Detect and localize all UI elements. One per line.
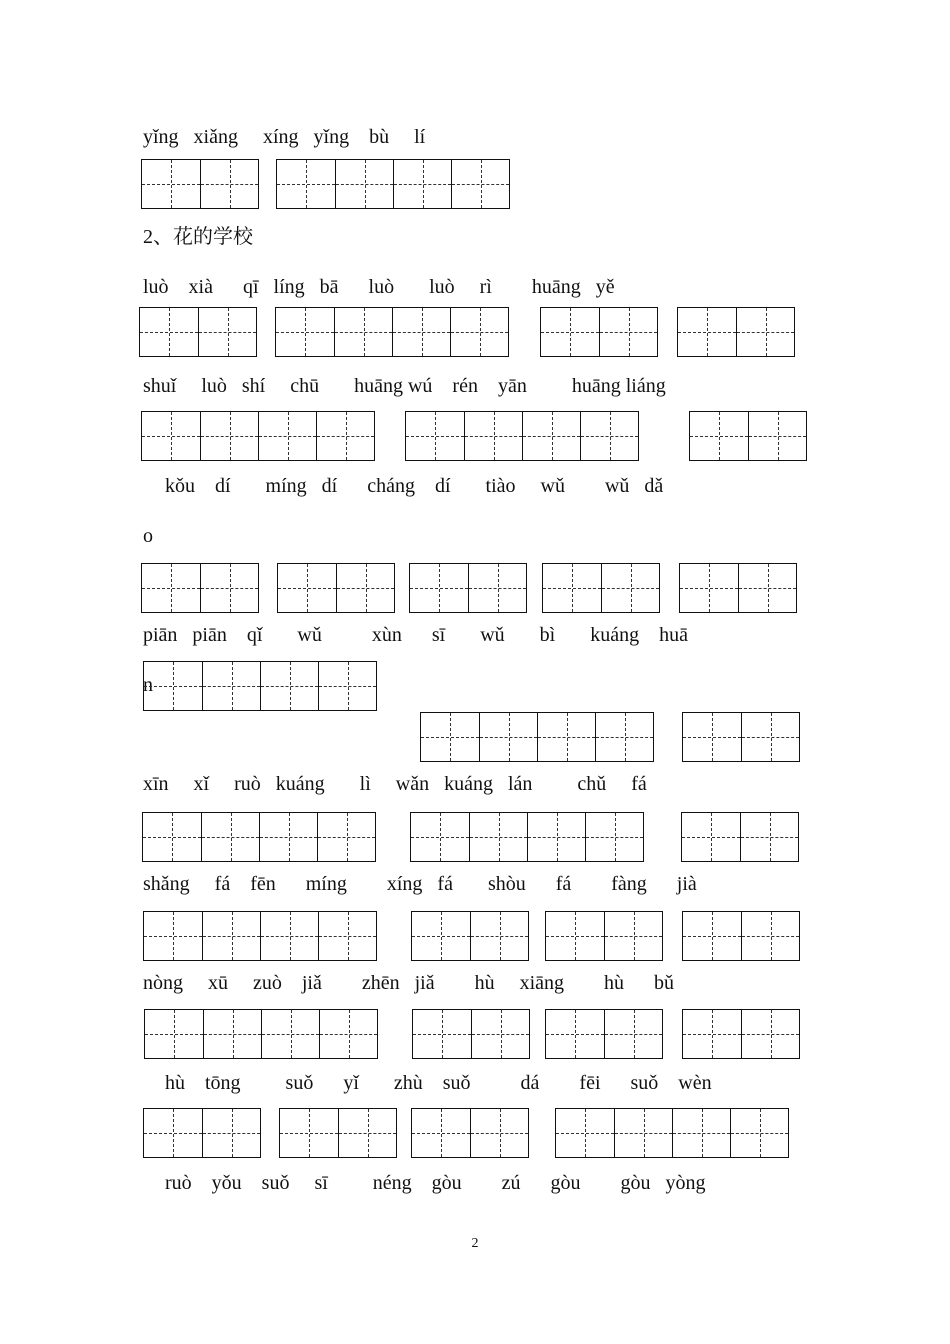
pinyin-line-6: xīn xǐ ruò kuáng lì wǎn kuáng lán chǔ fá <box>143 773 647 795</box>
writing-box-group[interactable] <box>682 1009 800 1059</box>
writing-cell[interactable] <box>546 1010 604 1058</box>
writing-cell[interactable] <box>672 1109 730 1157</box>
writing-cell[interactable] <box>741 912 799 960</box>
writing-cell[interactable] <box>682 813 740 861</box>
writing-cell[interactable] <box>261 1010 319 1058</box>
writing-cell[interactable] <box>145 1010 203 1058</box>
writing-cell[interactable] <box>276 308 334 356</box>
writing-box-group[interactable] <box>411 1108 529 1158</box>
pinyin-line-4-wrap: o <box>143 525 153 547</box>
writing-cell[interactable] <box>537 713 595 761</box>
writing-box-group[interactable] <box>542 563 660 613</box>
writing-box-group[interactable] <box>275 307 509 357</box>
writing-box-group[interactable] <box>682 712 800 762</box>
writing-cell[interactable] <box>741 1010 799 1058</box>
writing-cell[interactable] <box>318 662 376 710</box>
pinyin-line-10: ruò yǒu suǒ sī néng gòu zú gòu gòu yòng <box>165 1172 706 1194</box>
writing-cell[interactable] <box>604 1010 662 1058</box>
writing-cell[interactable] <box>258 412 316 460</box>
writing-box-group[interactable] <box>681 812 799 862</box>
writing-cell[interactable] <box>470 912 528 960</box>
writing-cell[interactable] <box>202 662 260 710</box>
writing-cell[interactable] <box>738 564 796 612</box>
writing-cell[interactable] <box>527 813 585 861</box>
writing-cell[interactable] <box>317 813 375 861</box>
writing-cell[interactable] <box>142 564 200 612</box>
writing-cell[interactable] <box>690 412 748 460</box>
writing-cell[interactable] <box>470 1109 528 1157</box>
writing-cell[interactable] <box>468 564 526 612</box>
writing-cell[interactable] <box>479 713 537 761</box>
writing-box-group[interactable] <box>412 1009 530 1059</box>
writing-cell[interactable] <box>198 308 256 356</box>
writing-cell[interactable] <box>200 564 258 612</box>
writing-box-group[interactable] <box>679 563 797 613</box>
page-number: 2 <box>471 1236 479 1251</box>
pinyin-line-1: yǐng xiǎng xíng yǐng bù lí <box>143 126 426 148</box>
writing-cell[interactable] <box>541 308 599 356</box>
writing-cell[interactable] <box>260 662 318 710</box>
writing-box-group[interactable] <box>410 812 644 862</box>
writing-cell[interactable] <box>316 412 374 460</box>
writing-box-group[interactable] <box>411 911 529 961</box>
writing-cell[interactable] <box>336 564 394 612</box>
writing-cell[interactable] <box>580 412 638 460</box>
writing-cell[interactable] <box>144 912 202 960</box>
writing-cell[interactable] <box>144 1109 202 1157</box>
writing-cell[interactable] <box>142 412 200 460</box>
writing-cell[interactable] <box>140 308 198 356</box>
writing-cell[interactable] <box>614 1109 672 1157</box>
writing-box-group[interactable] <box>276 159 510 209</box>
writing-cell[interactable] <box>736 308 794 356</box>
writing-box-group[interactable] <box>545 1009 663 1059</box>
writing-cell[interactable] <box>450 308 508 356</box>
writing-box-group[interactable] <box>141 159 259 209</box>
writing-cell[interactable] <box>280 1109 338 1157</box>
pinyin-line-4: kǒu dí míng dí cháng dí tiào wǔ wǔ dǎ <box>165 475 664 497</box>
writing-box-group[interactable] <box>555 1108 789 1158</box>
writing-box-group[interactable] <box>545 911 663 961</box>
writing-cell[interactable] <box>546 912 604 960</box>
writing-cell[interactable] <box>683 1010 741 1058</box>
writing-cell[interactable] <box>683 713 741 761</box>
writing-cell[interactable] <box>338 1109 396 1157</box>
writing-cell[interactable] <box>200 412 258 460</box>
writing-box-group[interactable] <box>144 1009 378 1059</box>
writing-cell[interactable] <box>601 564 659 612</box>
writing-cell[interactable] <box>471 1010 529 1058</box>
writing-cell[interactable] <box>406 412 464 460</box>
writing-cell[interactable] <box>259 813 317 861</box>
writing-box-group[interactable] <box>277 563 395 613</box>
writing-box-group[interactable] <box>405 411 639 461</box>
writing-cell[interactable] <box>335 160 393 208</box>
writing-cell[interactable] <box>202 912 260 960</box>
writing-box-group[interactable] <box>682 911 800 961</box>
writing-box-group[interactable] <box>143 911 377 961</box>
writing-cell[interactable] <box>412 1109 470 1157</box>
pinyin-line-3: shuǐ luò shí chū huāng wú rén yān huāng liáng <box>143 375 666 397</box>
writing-cell[interactable] <box>392 308 450 356</box>
writing-cell[interactable] <box>556 1109 614 1157</box>
writing-cell[interactable] <box>318 912 376 960</box>
writing-cell[interactable] <box>421 713 479 761</box>
writing-cell[interactable] <box>595 713 653 761</box>
writing-box-group[interactable] <box>409 563 527 613</box>
writing-cell[interactable] <box>599 308 657 356</box>
writing-cell[interactable] <box>469 813 527 861</box>
writing-cell[interactable] <box>143 813 201 861</box>
pinyin-line-5-wrap: n <box>143 674 153 696</box>
writing-cell[interactable] <box>522 412 580 460</box>
writing-box-group[interactable] <box>420 712 654 762</box>
pinyin-line-8: nòng xū zuò jiǎ zhēn jiǎ hù xiāng hù bǔ <box>143 972 675 994</box>
writing-cell[interactable] <box>748 412 806 460</box>
writing-cell[interactable] <box>683 912 741 960</box>
writing-cell[interactable] <box>277 160 335 208</box>
writing-cell[interactable] <box>464 412 522 460</box>
writing-cell[interactable] <box>412 912 470 960</box>
writing-cell[interactable] <box>741 713 799 761</box>
writing-box-group[interactable] <box>279 1108 397 1158</box>
writing-box-group[interactable] <box>540 307 658 357</box>
writing-box-group[interactable] <box>677 307 795 357</box>
writing-box-group[interactable] <box>143 661 377 711</box>
section-title: 2、花的学校 <box>143 226 253 248</box>
writing-cell[interactable] <box>202 1109 260 1157</box>
writing-cell[interactable] <box>260 912 318 960</box>
writing-cell[interactable] <box>413 1010 471 1058</box>
writing-cell[interactable] <box>730 1109 788 1157</box>
writing-box-group[interactable] <box>139 307 257 357</box>
writing-cell[interactable] <box>334 308 392 356</box>
writing-cell[interactable] <box>200 160 258 208</box>
writing-box-group[interactable] <box>142 812 376 862</box>
pinyin-line-9: hù tōng suǒ yǐ zhù suǒ dá fēi suǒ wèn <box>165 1072 712 1094</box>
writing-box-group[interactable] <box>143 1108 261 1158</box>
writing-cell[interactable] <box>203 1010 261 1058</box>
writing-cell[interactable] <box>680 564 738 612</box>
writing-cell[interactable] <box>319 1010 377 1058</box>
writing-cell[interactable] <box>393 160 451 208</box>
writing-cell[interactable] <box>278 564 336 612</box>
writing-cell[interactable] <box>411 813 469 861</box>
writing-cell[interactable] <box>201 813 259 861</box>
writing-cell[interactable] <box>585 813 643 861</box>
writing-box-group[interactable] <box>141 411 375 461</box>
writing-cell[interactable] <box>410 564 468 612</box>
pinyin-line-7: shǎng fá fēn míng xíng fá shòu fá fàng jià <box>143 873 697 895</box>
writing-cell[interactable] <box>740 813 798 861</box>
writing-cell[interactable] <box>144 662 202 710</box>
writing-cell[interactable] <box>142 160 200 208</box>
writing-cell[interactable] <box>604 912 662 960</box>
pinyin-line-5: piān piān qǐ wǔ xùn sī wǔ bì kuáng huā <box>143 624 688 646</box>
writing-cell[interactable] <box>678 308 736 356</box>
writing-cell[interactable] <box>543 564 601 612</box>
writing-box-group[interactable] <box>689 411 807 461</box>
pinyin-line-2: luò xià qī líng bā luò luò rì huāng yě <box>143 276 615 298</box>
writing-box-group[interactable] <box>141 563 259 613</box>
writing-cell[interactable] <box>451 160 509 208</box>
